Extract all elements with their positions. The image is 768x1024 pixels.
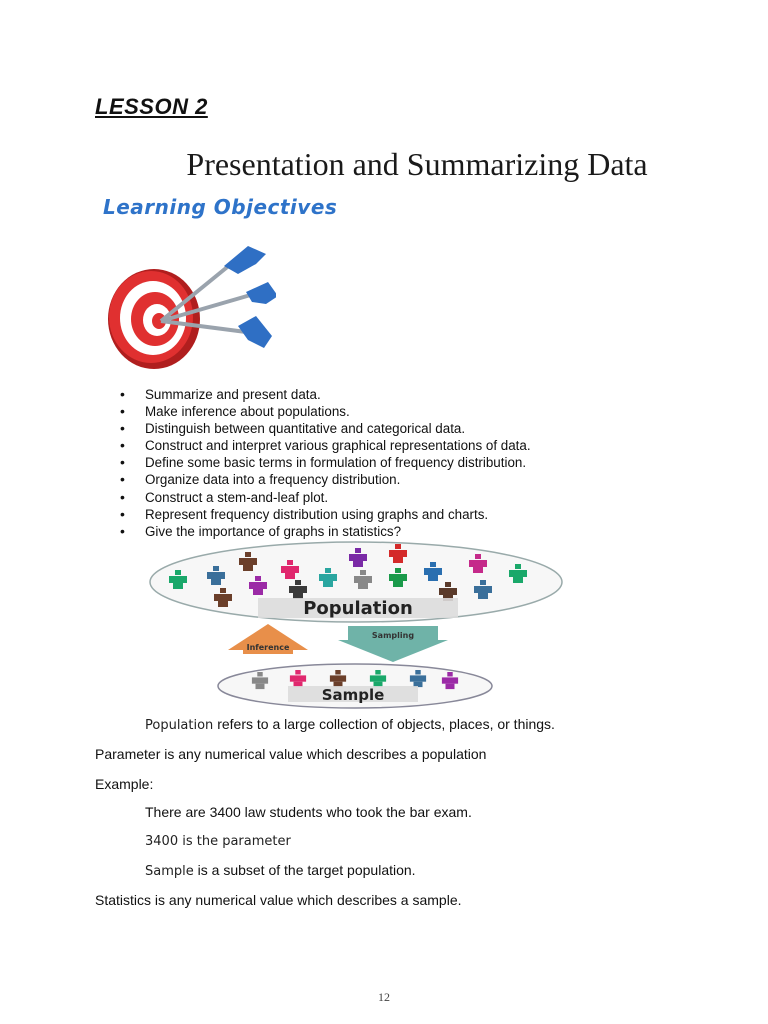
page-number: 12 (378, 990, 390, 1004)
list-item: • Make inference about populations. (120, 403, 531, 420)
list-item: • Organize data into a frequency distribution. (120, 471, 531, 488)
list-item: • Construct a stem-and-leaf plot. (120, 489, 531, 506)
example-label: Example: (95, 776, 154, 792)
objectives-heading: Learning Objectives (103, 195, 338, 219)
lesson-label: LESSON 2 (95, 94, 208, 119)
population-sample-diagram (148, 540, 568, 712)
list-item: • Define some basic terms in formulation of frequency distribution. (120, 454, 531, 471)
parameter-definition: Parameter is any numerical value which describes a population (95, 746, 487, 762)
inference-label: Inference (246, 643, 290, 652)
target-darts-icon (106, 244, 276, 374)
population-term: Population (145, 718, 214, 733)
list-item: • Construct and interpret various graphical representations of data. (120, 437, 531, 454)
population-def-text: refers to a large collection of objects, places, or things. (213, 716, 555, 732)
sampling-label: Sampling (371, 631, 415, 640)
example-text: There are 3400 law students who took the bar exam. (145, 804, 472, 820)
statistics-definition: Statistics is any numerical value which describes a sample. (95, 892, 462, 908)
sample-def-text: is a subset of the target population. (193, 862, 416, 878)
list-item: • Give the importance of graphs in statistics? (120, 523, 531, 540)
population-label: Population (303, 598, 413, 619)
parameter-note: 3400 is the parameter (145, 834, 291, 849)
sample-definition (145, 862, 416, 879)
page-title: Presentation and Summarizing Data (186, 146, 648, 182)
list-item: • Summarize and present data. (120, 386, 531, 403)
list-item: • Distinguish between quantitative and categorical data. (120, 420, 531, 437)
population-definition (145, 716, 555, 733)
sample-label: Sample (321, 686, 385, 704)
list-item: • Represent frequency distribution using graphs and charts. (120, 506, 531, 523)
objectives-list (120, 386, 531, 540)
sample-term: Sample (145, 864, 194, 879)
